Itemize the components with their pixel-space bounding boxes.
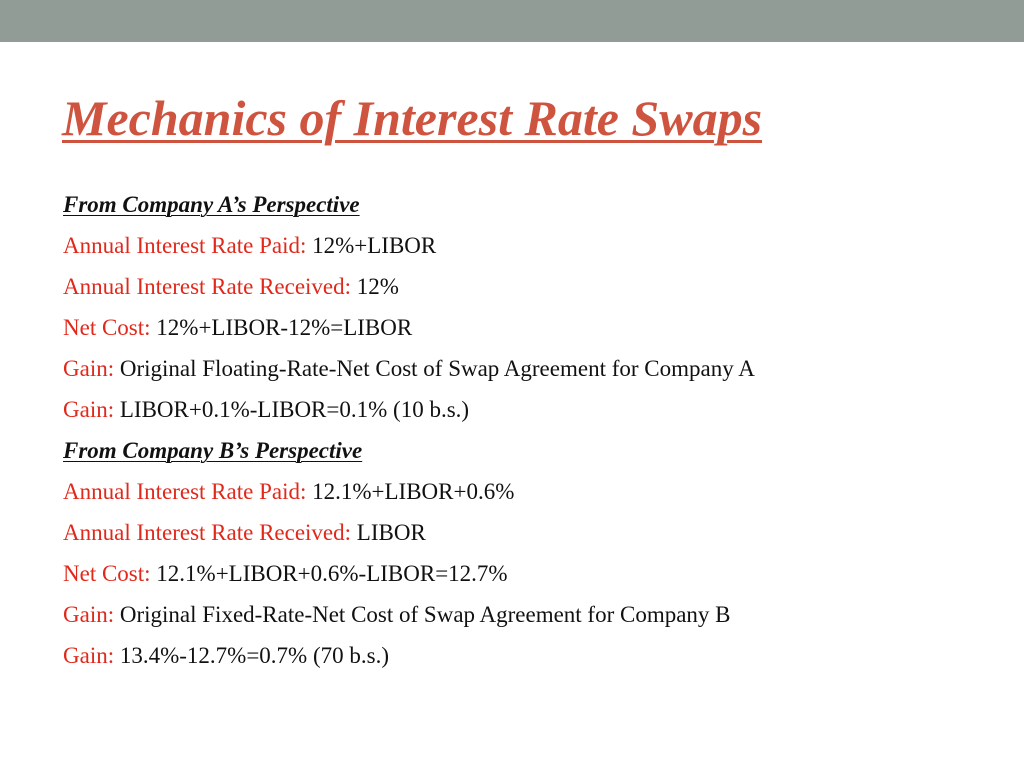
- row-a-rate-received: [63, 266, 1003, 307]
- row-b-gain-definition: [63, 594, 1003, 635]
- row-a-rate-paid: [63, 225, 1003, 266]
- row-b-rate-received: [63, 512, 1003, 553]
- row-value: 12%+LIBOR-12%=LIBOR: [156, 315, 413, 340]
- heading-text-company-a: From Company A’s Perspective: [63, 192, 360, 217]
- row-value: 12.1%+LIBOR+0.6%: [312, 479, 515, 504]
- row-b-rate-paid: [63, 471, 1003, 512]
- row-label: Annual Interest Rate Paid:: [63, 233, 307, 258]
- row-value: 12.1%+LIBOR+0.6%-LIBOR=12.7%: [156, 561, 508, 586]
- row-label: Gain:: [63, 602, 115, 627]
- row-label: Gain:: [63, 643, 115, 668]
- row-a-net-cost: [63, 307, 1003, 348]
- row-value: LIBOR+0.1%-LIBOR=0.1% (10 b.s.): [119, 397, 470, 422]
- row-label: Annual Interest Rate Received:: [63, 520, 352, 545]
- row-b-gain-value: [63, 635, 1003, 676]
- row-a-gain-value: [63, 389, 1003, 430]
- row-value: 12%+LIBOR: [312, 233, 437, 258]
- slide-title: Mechanics of Interest Rate Swaps: [62, 90, 763, 146]
- top-decorative-band: [0, 0, 1024, 42]
- row-a-gain-definition: [63, 348, 1003, 389]
- row-value: Original Fixed-Rate-Net Cost of Swap Agreement for Company B: [119, 602, 731, 627]
- heading-text-company-b: From Company B’s Perspective: [63, 438, 363, 463]
- row-label: Annual Interest Rate Received:: [63, 274, 352, 299]
- row-b-net-cost: [63, 553, 1003, 594]
- row-label: Annual Interest Rate Paid:: [63, 479, 307, 504]
- section-heading-company-a: [63, 184, 1003, 225]
- row-value: 12%: [356, 274, 399, 299]
- slide-content: [63, 184, 1003, 676]
- row-label: Gain:: [63, 356, 115, 381]
- section-heading-company-b: [63, 430, 1003, 471]
- row-label: Net Cost:: [63, 315, 151, 340]
- row-value: LIBOR: [356, 520, 426, 545]
- row-value: 13.4%-12.7%=0.7% (70 b.s.): [119, 643, 389, 668]
- row-label: Net Cost:: [63, 561, 151, 586]
- row-label: Gain:: [63, 397, 115, 422]
- row-value: Original Floating-Rate-Net Cost of Swap Agreement for Company A: [119, 356, 755, 381]
